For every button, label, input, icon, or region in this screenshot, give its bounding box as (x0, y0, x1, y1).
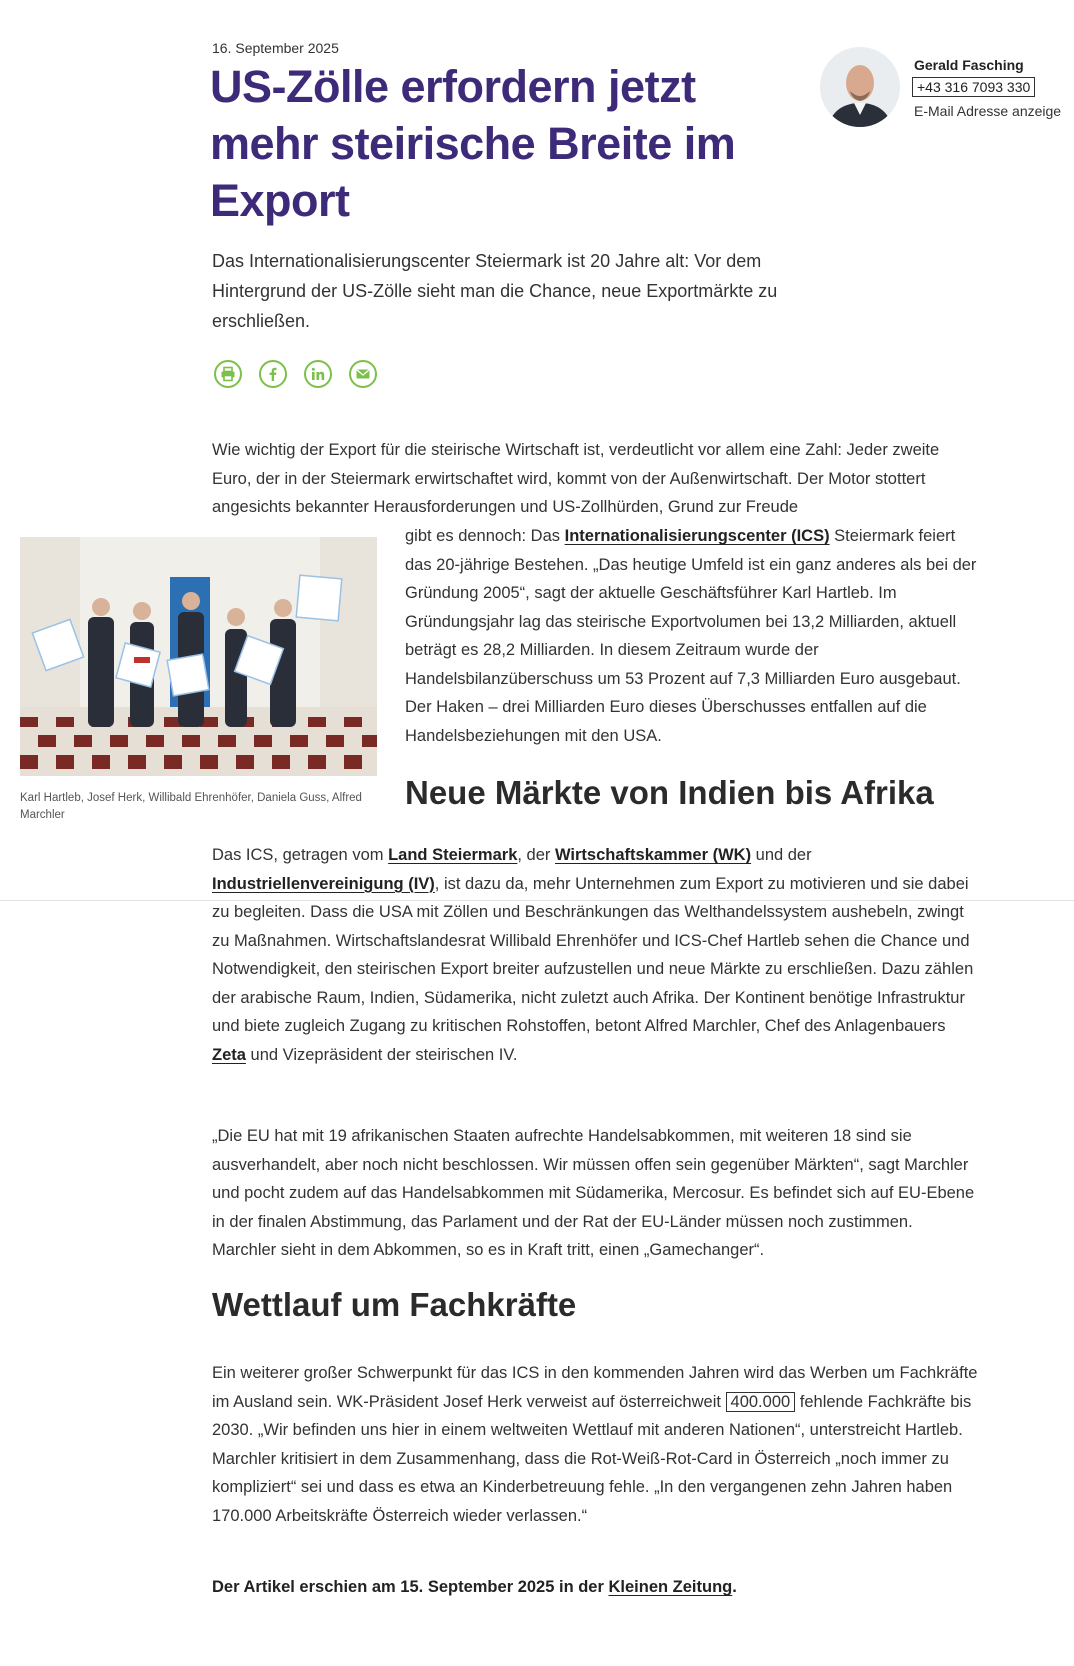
paragraph-2 (405, 522, 978, 750)
article-lead: Das Internationalisierungscenter Steiermark ist 20 Jahre alt: Vor dem Hintergrund der US-Zölle sieht man die Chance, neue Exportmärkte zu erschließen. (212, 251, 778, 331)
author-phone[interactable]: +43 316 7093 330 (912, 77, 1035, 97)
paragraph-3-text-c: und der (751, 846, 812, 864)
mail-icon[interactable] (349, 360, 377, 388)
article-date: 16. September 2025 (212, 40, 339, 56)
article-title: US-Zölle erfordern jetzt mehr steirische Breite im Export (210, 61, 736, 226)
paragraph-5 (212, 1359, 978, 1530)
paragraph-4: „Die EU hat mit 19 afrikanischen Staaten aufrechte Handelsabkommen, mit weiteren 18 sind sie ausverhandelt, aber noch nicht beschlossen. Wir müssen offen sein gegenüber Märkten“, sagt Marchler und pocht zudem auf das Handelsabkommen mit Südamerika, Mercosur. Es befindet sich auf EU-Ebene in der finalen Abstimmung, das Parlament und der Rat der EU-Länder müssen noch zustimmen. Marchler sieht in dem Abkommen, so es in Kraft tritt, einen „Gamechanger“. (212, 1127, 975, 1259)
section-heading-markets: Neue Märkte von Indien bis Afrika (405, 774, 934, 811)
link-wirtschaftskammer[interactable]: Wirtschaftskammer (WK) (555, 846, 752, 864)
paragraph-3-text-e: und Vizepräsident der steirischen IV. (245, 1045, 518, 1064)
link-zeta[interactable]: Zeta (212, 1045, 246, 1064)
paragraph-2-text: gibt es dennoch: Das (405, 527, 565, 545)
paragraph-1: Wie wichtig der Export für die steirische Wirtschaft ist, verdeutlicht vor allem eine Zahl: Jeder zweite Euro, der in der Steiermark erwirtschaftet wird, kommt von der Außenwirtschaft. Der Motor stottert angesichts bekannter Herausforderungen und US-Zollhürden, Grund zur Freude (212, 441, 940, 516)
link-industriellenvereinigung[interactable]: Industriellenvereinigung (IV) (212, 874, 435, 893)
email-link[interactable]: E-Mail Adresse anzeige (914, 103, 1062, 119)
author-name: Gerald Fasching (914, 57, 1024, 73)
closing-text: Der Artikel erschien am 15. September 2025 in der (212, 1578, 609, 1596)
share-bar (214, 360, 377, 388)
paragraph-3-text-a: Das ICS, getragen vom (212, 846, 389, 864)
author-box (820, 45, 1074, 135)
image-caption: Karl Hartleb, Josef Herk, Willibald Ehrenhöfer, Daniela Guss, Alfred Marchler (20, 792, 362, 821)
linkedin-icon[interactable] (304, 360, 332, 388)
paragraph-3-text-d: , ist dazu da, mehr Unternehmen zum Export zu motivieren und sie dabei zu begleiten. Dass die USA mit Zöllen und Beschränkungen das Welthandelssystem aushebeln, zwingt zu Maßnahmen. Wirtschaftslandesrat Willibald Ehrenhöfer und ICS-Chef Hartleb sehen die Chance und Notwendigkeit, den steirischen Export breiter aufzustellen und neue Märkte zu erschließen. Dazu zählen der arabische Raum, Indien, Südamerika, nicht zuletzt auch Afrika. Der Kontinent benötige Infrastruktur und biete zugleich Zugang zu kritischen Rohstoffen, betont Alfred Marchler, Chef des Anlagenbauers (212, 874, 974, 1035)
closing-period: . (732, 1578, 737, 1596)
paragraph-3 (212, 841, 978, 1069)
paragraph-5-text-b: fehlende Fachkräfte bis 2030. „Wir befinden uns hier in einem weltweiten Wettlauf mit anderen Nationen“, unterstreicht Hartleb. Marchler kritisiert in dem Zusammenhang, dass die Rot-Weiß-Rot-Card in Österreich „noch immer zu kompliziert“ sei und dass es etwa an Kinderbetreuung fehle. „In den vergangenen zehn Jahren haben 170.000 Arbeitskräfte Österreich wieder verlassen.“ (212, 1392, 972, 1525)
print-icon[interactable] (214, 360, 242, 388)
link-land-steiermark[interactable]: Land Steiermark (388, 846, 518, 864)
avatar (820, 47, 900, 127)
link-ics[interactable]: Internationalisierungscenter (ICS) (564, 527, 830, 545)
closing-note (212, 1578, 737, 1597)
paragraph-5-text-a: Ein weiterer großer Schwerpunkt für das ICS in den kommenden Jahren wird das Werben um Fachkräfte im Ausland sein. WK-Präsident Josef Herk verweist auf österreichweit (212, 1364, 978, 1411)
article-photo (20, 537, 377, 776)
facebook-icon[interactable] (259, 360, 287, 388)
paragraph-3-text-b: , der (517, 846, 555, 864)
link-kleine-zeitung[interactable]: Kleinen Zeitung (608, 1578, 733, 1596)
paragraph-2-text-cont: Steiermark feiert das 20-jährige Bestehen. „Das heutige Umfeld ist ein ganz anderes als bei der Gründung 2005“, sagt der aktuelle Geschäftsführer Karl Hartleb. Im Gründungsjahr lag das steirische Exportvolumen bei 13,2 Milliarden, aktuell beträgt es 28,2 Milliarden. In diesem Zeitraum wurde der Handelsbilanzüberschuss um 53 Prozent auf 7,3 Milliarden Euro ausgebaut. Der Haken – drei Milliarden Euro dieses Überschusses entfallen auf die Handelsbeziehungen mit den USA. (405, 527, 977, 745)
section-heading-skilled-workers: Wettlauf um Fachkräfte (212, 1286, 577, 1323)
highlighted-number: 400.000 (726, 1392, 796, 1412)
